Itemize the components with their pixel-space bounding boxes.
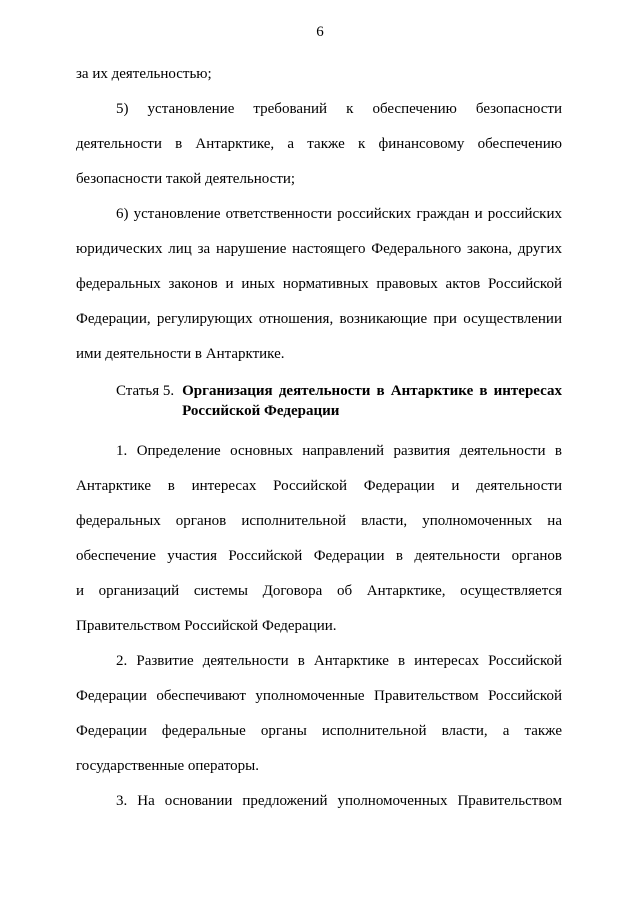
article-label: Статья 5. xyxy=(116,383,175,399)
paragraph-item-5 xyxy=(76,92,562,197)
text-line: Федерации обеспечивают уполномоченные Правительством Российской xyxy=(76,688,562,704)
paragraph-continuation xyxy=(76,57,562,92)
text-line: 3. На основании предложений уполномоченных Правительством xyxy=(116,793,562,809)
text-line: деятельности в Антарктике, а также к финансовому обеспечению xyxy=(76,136,562,152)
paragraph-item-6 xyxy=(76,197,562,372)
article-title-line: Организация деятельности в Антарктике в интересах xyxy=(182,383,562,399)
article-heading xyxy=(76,381,562,421)
article-paragraph-3 xyxy=(76,784,562,819)
text-line: Федерации, регулирующих отношения, возникающие при осуществлении xyxy=(76,311,562,327)
text-line: и организаций системы Договора об Антарктике, осуществляется xyxy=(76,583,562,599)
document-body xyxy=(76,57,562,819)
text-line: Правительством Российской Федерации. xyxy=(76,618,337,634)
article-paragraph-2 xyxy=(76,644,562,784)
text-line: федеральных органов исполнительной власти, уполномоченных на xyxy=(76,513,562,529)
text-line: государственные операторы. xyxy=(76,758,260,774)
text-line: юридических лиц за нарушение настоящего Федерального закона, других xyxy=(76,241,562,257)
text-line: обеспечение участия Российской Федерации в деятельности органов xyxy=(76,548,562,564)
article-title xyxy=(182,381,562,421)
text-line: 1. Определение основных направлений развития деятельности в xyxy=(116,443,562,459)
article-title-line: Российской Федерации xyxy=(182,403,340,419)
text-line: за их деятельностью; xyxy=(76,66,212,82)
text-line: 6) установление ответственности российских граждан и российских xyxy=(116,206,562,222)
page-number: 6 xyxy=(316,24,324,40)
article-paragraph-1 xyxy=(76,434,562,644)
text-line: безопасности такой деятельности; xyxy=(76,171,296,187)
text-line: 2. Развитие деятельности в Антарктике в интересах Российской xyxy=(116,653,562,669)
text-line: ими деятельности в Антарктике. xyxy=(76,346,285,362)
text-line: федеральных законов и иных нормативных правовых актов Российской xyxy=(76,276,562,292)
text-line: Федерации федеральные органы исполнительной власти, а также xyxy=(76,723,562,739)
text-line: Антарктике в интересах Российской Федерации и деятельности xyxy=(76,478,562,494)
text-line: 5) установление требований к обеспечению безопасности xyxy=(116,101,562,117)
